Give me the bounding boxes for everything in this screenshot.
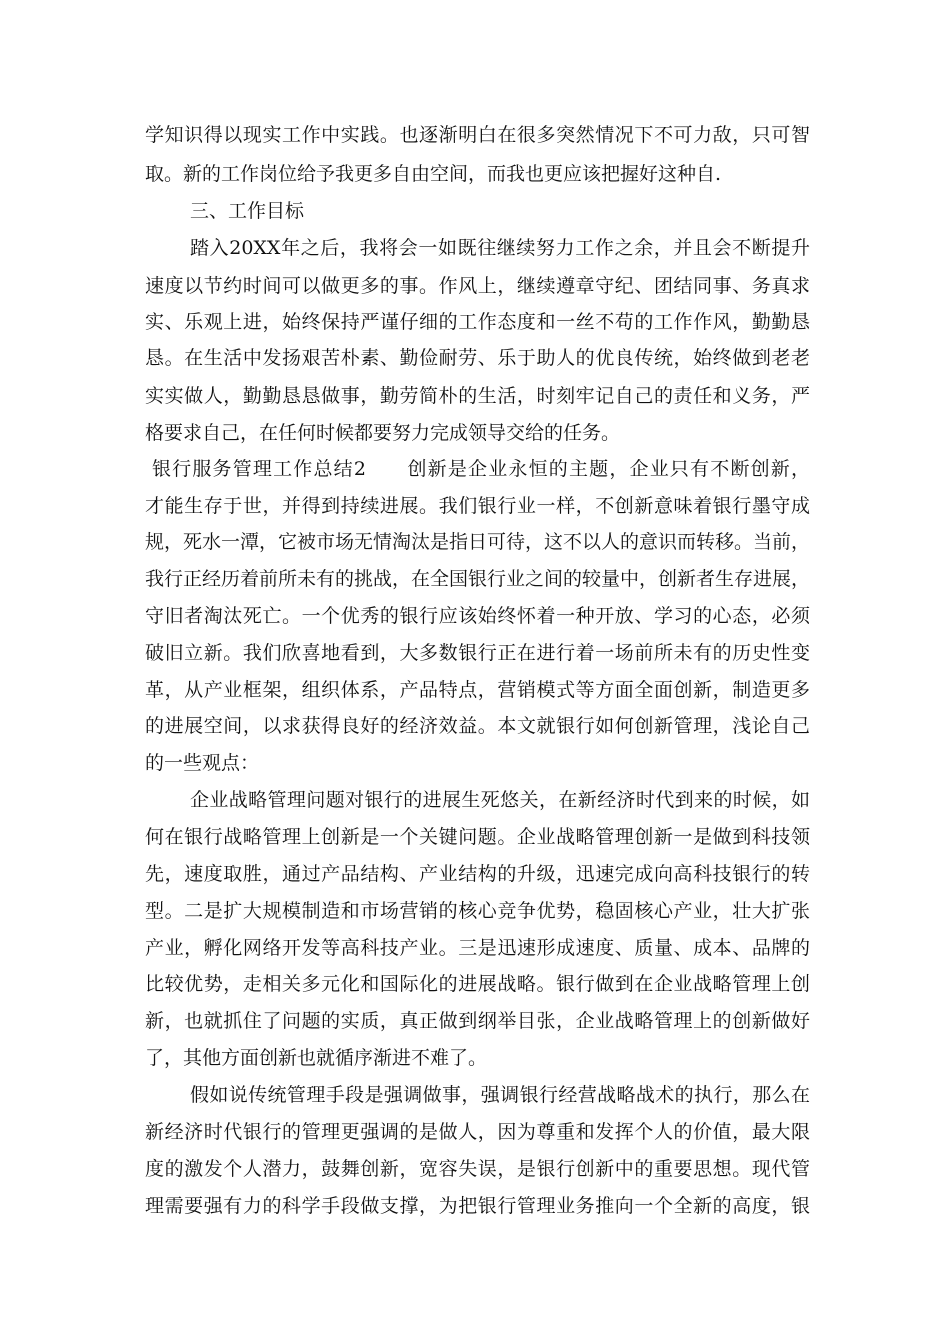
text-line: 新经济时代银行的管理更强调的是做人，因为尊重和发挥个人的价值，最大限 bbox=[145, 1121, 810, 1143]
section-heading: 三、工作目标 bbox=[190, 200, 305, 222]
text-line: 恳。在生活中发扬艰苦朴素、勤俭耐劳、乐于助人的优良传统，始终做到老老 bbox=[145, 347, 810, 369]
text-line: 企业战略管理问题对银行的进展生死悠关，在新经济时代到来的时候，如 bbox=[190, 789, 810, 811]
text-line: 的进展空间，以求获得良好的经济效益。本文就银行如何创新管理，浅论自己 bbox=[145, 715, 810, 737]
text-line: 理需要强有力的科学手段做支撑，为把银行管理业务推向一个全新的高度，银 bbox=[145, 1195, 810, 1217]
text-line: 学知识得以现实工作中实践。也逐渐明白在很多突然情况下不可力敌，只可智 bbox=[145, 124, 810, 146]
text-line: 实、乐观上进，始终保持严谨仔细的工作态度和一丝不苟的工作作风，勤勤恳 bbox=[145, 311, 810, 333]
text-line: 新，也就抓住了问题的实质，真正做到纲举目张，企业战略管理上的创新做好 bbox=[145, 1010, 810, 1032]
text-line: 度的激发个人潜力，鼓舞创新，宽容失误，是银行创新中的重要思想。现代管 bbox=[145, 1158, 810, 1180]
text-line: 的一些观点： bbox=[145, 752, 260, 774]
text-line: 产业，孵化网络开发等高科技产业。三是迅速形成速度、质量、成本、品牌的 bbox=[145, 937, 810, 959]
text-line: 先，速度取胜，通过产品结构、产业结构的升级，迅速完成向高科技银行的转 bbox=[145, 863, 810, 885]
text-line: 假如说传统管理手段是强调做事，强调银行经营战略战术的执行，那么在 bbox=[190, 1084, 810, 1106]
text-line: 比较优势，走相关多元化和国际化的进展战略。银行做到在企业战略管理上创 bbox=[145, 973, 810, 995]
text-line: 规，死水一潭，它被市场无情淘汰是指日可待，这不以人的意识而转移。当前， bbox=[145, 531, 810, 553]
text-line: 破旧立新。我们欣喜地看到，大多数银行正在进行着一场前所未有的历史性变 bbox=[145, 642, 810, 664]
text-line: 格要求自己，在任何时候都要努力完成领导交给的任务。 bbox=[145, 422, 621, 444]
text-line: 何在银行战略管理上创新是一个关键问题。企业战略管理创新一是做到科技领 bbox=[145, 826, 810, 848]
text-line: 守旧者淘汰死亡。一个优秀的银行应该始终怀着一种开放、学习的心态，必须 bbox=[145, 605, 810, 627]
text-line: 型。二是扩大规模制造和市场营销的核心竞争优势，稳固核心产业，壮大扩张 bbox=[145, 900, 810, 922]
text-line: 革，从产业框架，组织体系，产品特点，营销模式等方面全面创新，制造更多 bbox=[145, 679, 810, 701]
text-line: 我行正经历着前所未有的挑战，在全国银行业之间的较量中，创新者生存进展， bbox=[145, 568, 810, 590]
text-line: 了，其他方面创新也就循序渐进不难了。 bbox=[145, 1047, 488, 1069]
text-line: 取。新的工作岗位给予我更多自由空间，而我也更应该把握好这种自. bbox=[145, 163, 722, 185]
article-title-line: 银行服务管理工作总结2 创新是企业永恒的主题，企业只有不断创新， bbox=[152, 458, 810, 480]
text-line: 踏入20XX年之后，我将会一如既往继续努力工作之余，并且会不断提升 bbox=[190, 237, 810, 259]
text-line: 实实做人，勤勤恳恳做事，勤劳简朴的生活，时刻牢记自己的责任和义务，严 bbox=[145, 385, 810, 407]
text-line: 速度以节约时间可以做更多的事。作风上，继续遵章守纪、团结同事、务真求 bbox=[145, 275, 810, 297]
text-line: 才能生存于世，并得到持续进展。我们银行业一样，不创新意味着银行墨守成 bbox=[145, 495, 810, 517]
